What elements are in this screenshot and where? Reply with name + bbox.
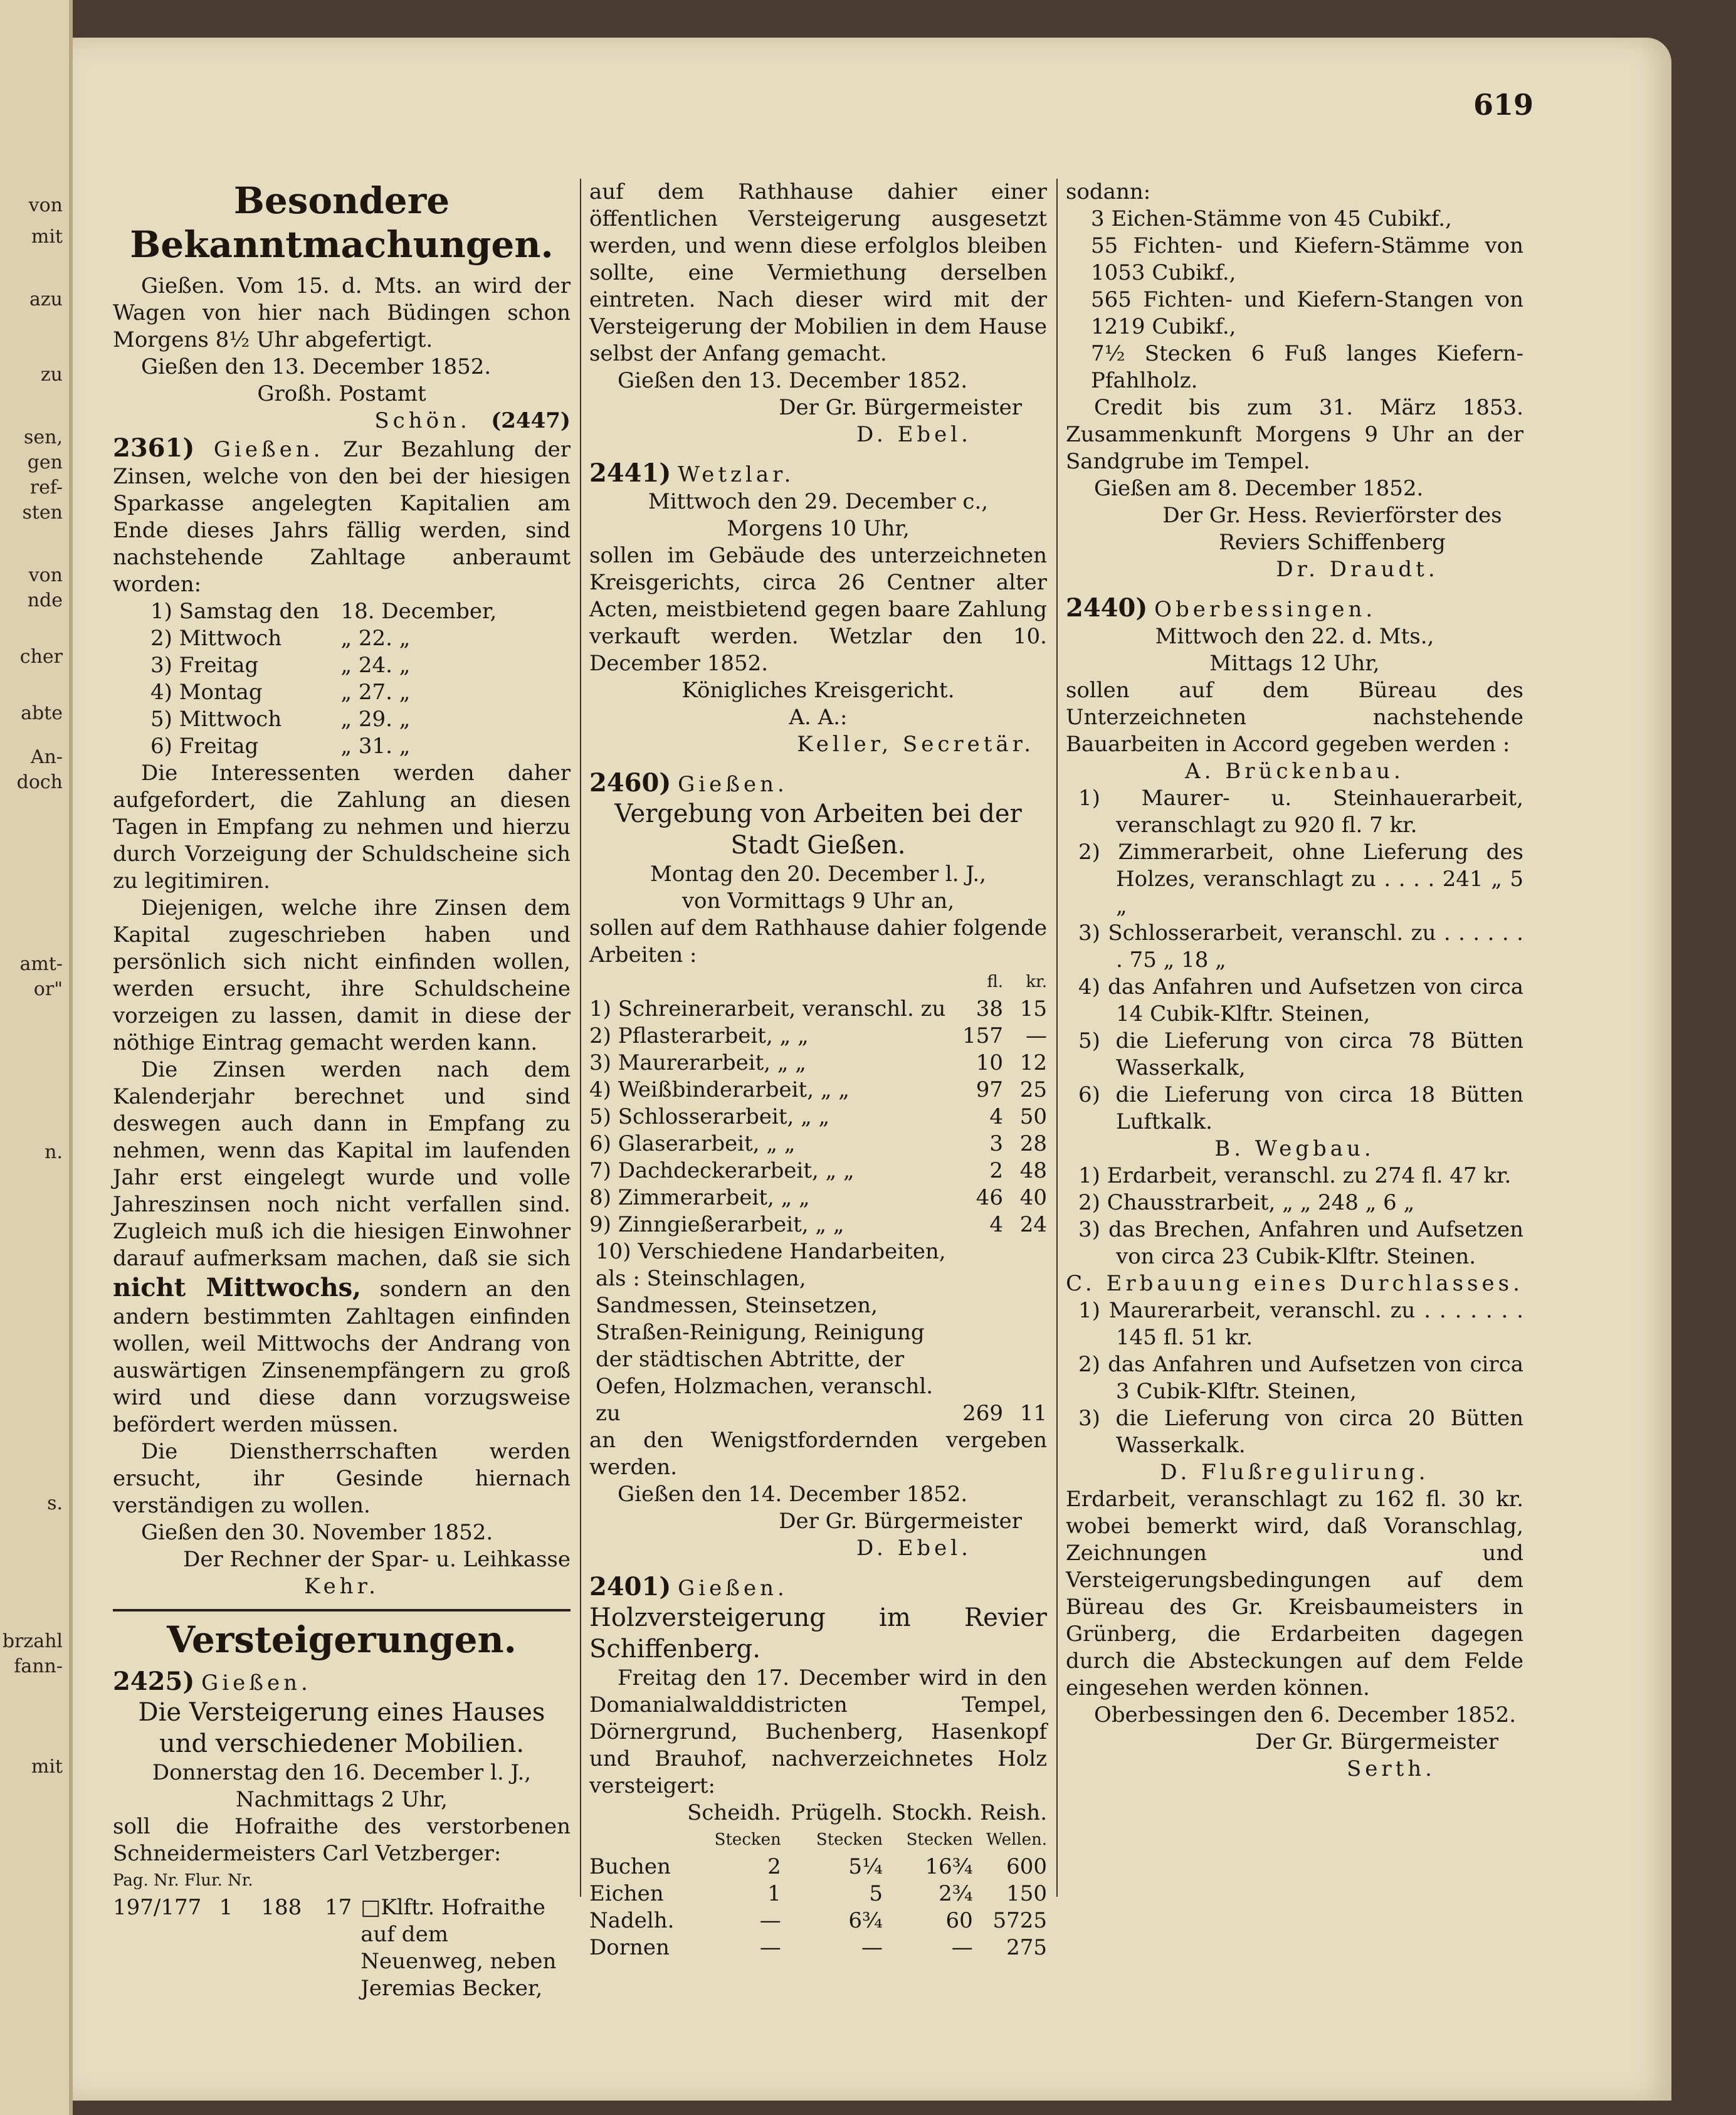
list-item: 3) die Lieferung von circa 20 Bütten Wasserkalk. [1078, 1406, 1523, 1458]
cell: — [759, 1908, 781, 1933]
cell: 5¼ [848, 1854, 883, 1879]
notice-time: Nachmittags 2 Uhr, [235, 1787, 448, 1812]
notice-number: (2447) [491, 408, 571, 433]
notice-date: Donnerstag den 16. December l. J., [152, 1760, 532, 1785]
signature: Serth. [1346, 1756, 1436, 1781]
table-row [589, 1158, 1047, 1184]
cell: 60 [945, 1908, 973, 1933]
cell: 5) Schlosserarbeit, „ „ [589, 1104, 830, 1129]
cell: „ 24. „ [340, 653, 411, 678]
table-row [150, 652, 517, 679]
signature: Kehr. [304, 1574, 379, 1599]
notice-number: 2361) [113, 433, 195, 463]
signature: D. Ebel. [856, 422, 972, 447]
table-row [589, 1077, 1047, 1104]
list-item: 1) Maurer- u. Steinhauerarbeit, veranschlagt zu 920 fl. 7 kr. [1078, 786, 1523, 838]
cell: 150 [1006, 1881, 1047, 1906]
cell: — [861, 1935, 883, 1960]
table-row [589, 1934, 1047, 1961]
col-subheader: Stecken [816, 1830, 883, 1849]
cell: Dornen [589, 1935, 670, 1960]
column-rule [1056, 179, 1058, 1897]
text-run: sondern an den andern bestimmten Zahltagen einfinden wollen, weil Mittwochs der Andrang von auswärtigen Zinsenempfängern zu groß wird und diese dann vorzugsweise befördert werden müssen. [113, 1277, 571, 1437]
subsection-heading: D. Flußregulirung. [1160, 1460, 1429, 1485]
notice-date: Gießen den 13. December 1852. [141, 354, 492, 379]
cell: □Klftr. Hofraithe auf dem Neuenweg, neben Jeremias Becker, [360, 1895, 557, 2001]
column-rule [580, 179, 581, 1897]
cell: 5725 [992, 1908, 1047, 1933]
emphasis: nicht Mittwochs, [113, 1273, 362, 1302]
list-item: 2) Zimmerarbeit, ohne Lieferung des Holzes, veranschlagt zu . . . . 241 „ 5 „ [1078, 840, 1523, 919]
cell: 10 [976, 1050, 1003, 1075]
margin-fragment: mit [31, 1756, 63, 1778]
margin-fragment: brzahl [2, 1630, 63, 1652]
cell: „ 27. „ [340, 680, 411, 705]
table-row [589, 1023, 1047, 1050]
signature: Königliches Kreisgericht. [681, 678, 955, 703]
subsection-heading: C. Erbauung eines Durchlasses. [1066, 1271, 1523, 1296]
adjacent-page-edge [0, 0, 73, 2115]
section-heading: Besondere Bekanntmachungen. [130, 179, 554, 266]
notice-title: Vergebung von Arbeiten bei der Stadt Gießen. [614, 799, 1022, 860]
cell: 25 [1019, 1077, 1047, 1102]
notice-place: Gießen. [678, 772, 788, 797]
notice-number: 2460) [589, 768, 671, 798]
cell: 2 [767, 1854, 781, 1879]
cell: 24 [1019, 1212, 1047, 1237]
cell: 8) Zimmerarbeit, „ „ [589, 1185, 810, 1210]
signature: Keller, Secretär. [797, 732, 1034, 757]
notice-place: Gießen. [213, 437, 324, 462]
table-row [589, 996, 1047, 1023]
section-heading: Versteigerungen. [167, 1618, 517, 1661]
table-row [150, 706, 517, 733]
signature: D. Ebel. [856, 1536, 972, 1561]
margin-fragment: abte [21, 702, 63, 724]
list-item: 2) Chausstrarbeit, „ „ 248 „ 6 „ [1078, 1190, 1415, 1215]
property-table [113, 1894, 571, 2002]
table-row [150, 733, 517, 760]
notice-text: sodann: [1066, 179, 1151, 204]
margin-fragment: gen [27, 451, 63, 473]
col-header: Prügelh. [791, 1800, 883, 1825]
notice-title: Die Versteigerung eines Hauses und verschiedener Mobilien. [138, 1698, 545, 1758]
signature: Dr. Draudt. [1276, 557, 1439, 582]
list-item: 3) das Brechen, Anfahren und Aufsetzen von circa 23 Cubik-Klftr. Steinen. [1078, 1217, 1523, 1269]
margin-fragment: n. [45, 1141, 63, 1163]
margin-fragment: von [28, 564, 63, 586]
cell: 16¾ [925, 1854, 973, 1879]
cell: 12 [1019, 1050, 1047, 1075]
notice-text: auf dem Rathhause dahier einer öffentlichen Versteigerung ausgesetzt werden, und wenn diese erfolglos bleiben sollte, eine Vermiethung derselben eintreten. Nach dieser wird mit der Versteigerung der Mobilien in dem Hause selbst der Anfang gemacht. [589, 179, 1047, 366]
col-header: Scheidh. [687, 1800, 781, 1825]
signature: Schön. [374, 408, 471, 433]
col-subheader: Stecken [714, 1830, 781, 1849]
notice-date: Gießen den 30. November 1852. [141, 1520, 493, 1545]
cell: — [951, 1935, 973, 1960]
cell: Eichen [589, 1881, 664, 1906]
table-header: Pag. Nr. Flur. Nr. [113, 1871, 253, 1890]
payment-days-table [150, 598, 517, 760]
cell: Nadelh. [589, 1908, 675, 1933]
notice-text [113, 1057, 571, 1438]
margin-fragment: sen, [23, 426, 63, 448]
cell: 5) Mittwoch [150, 707, 282, 732]
table-row [589, 1050, 1047, 1077]
table-row [150, 679, 517, 706]
signature: Der Gr. Bürgermeister [1255, 1729, 1498, 1754]
cell: 3) Freitag [150, 653, 259, 678]
cell: 97 [976, 1077, 1003, 1102]
notice-time: Morgens 10 Uhr, [727, 516, 910, 541]
notice-place: Oberbessingen. [1154, 597, 1377, 622]
notice-title: Holzversteigerung im Revier Schiffenberg. [589, 1603, 1047, 1664]
cell: 2¾ [939, 1881, 973, 1906]
cell: 2) Pflasterarbeit, „ „ [589, 1023, 809, 1048]
margin-fragment: azu [29, 288, 63, 310]
cell: 10) Verschiedene Handarbeiten, als : Steinschlagen, Sandmessen, Steinsetzen, Straßen-Reinigung, Reinigung der städtischen Abtritte, der Oefen, Holzmachen, veranschl. zu [596, 1239, 946, 1426]
subsection-heading: A. Brückenbau. [1185, 759, 1404, 784]
table-row [150, 625, 517, 652]
cell: 7) Dachdeckerarbeit, „ „ [589, 1158, 855, 1183]
notice-number: 2425) [113, 1667, 195, 1696]
notice-date: Oberbessingen den 6. December 1852. [1094, 1702, 1517, 1727]
margin-fragment: nde [27, 589, 63, 611]
cell: Buchen [589, 1854, 671, 1879]
signature: Der Gr. Bürgermeister [779, 395, 1022, 420]
cell: 50 [1019, 1104, 1047, 1129]
notice-text: Die Interessenten werden daher aufgefordert, die Zahlung an diesen Tagen in Empfang zu nehmen und hierzu durch Vorzeigung der Schuldscheine sich zu legitimiren. [113, 761, 571, 894]
cell: 4) Montag [150, 680, 263, 705]
column-3 [1066, 179, 1523, 1783]
margin-fragment: zu [40, 364, 63, 386]
notice-2361 [113, 435, 571, 598]
notice-date: Mittwoch den 29. December c., [648, 489, 989, 514]
notice-text: an den Wenigstfordernden vergeben werden. [589, 1428, 1047, 1480]
col-subheader: Wellen. [986, 1830, 1047, 1849]
signature: Der Gr. Bürgermeister [779, 1509, 1022, 1534]
table-row [589, 1907, 1047, 1934]
signature: Der Gr. Hess. Revierförster des Reviers Schiffenberg [1162, 503, 1502, 555]
column-2 [589, 179, 1047, 1961]
cell: 3) Maurerarbeit, „ „ [589, 1050, 806, 1075]
list-item: 1) Erdarbeit, veranschl. zu 274 fl. 47 kr. [1078, 1163, 1512, 1188]
cell: 18. December, [340, 599, 497, 624]
margin-fragment: sten [22, 502, 63, 524]
notice-text: sollen im Gebäude des unterzeichneten Kreisgerichts, circa 26 Centner alter Acten, meistbietend gegen baare Zahlung verkauft werden. Wetzlar den 10. December 1852. [589, 543, 1047, 676]
notice-date: Gießen den 13. December 1852. [618, 368, 968, 393]
cell: 600 [1006, 1854, 1047, 1879]
cell: 2) Mittwoch [150, 626, 282, 651]
cell: 4 [989, 1212, 1003, 1237]
notice-place: Gießen. [678, 1576, 788, 1601]
cell: 9) Zinngießerarbeit, „ „ [589, 1212, 844, 1237]
col-header: kr. [1026, 973, 1047, 991]
cell: 46 [976, 1185, 1003, 1210]
notice-date: Gießen am 8. December 1852. [1094, 476, 1424, 501]
notice-time: Mittags 12 Uhr, [1209, 651, 1380, 676]
margin-fragment: doch [16, 771, 63, 793]
cell: 4) Weißbinderarbeit, „ „ [589, 1077, 850, 1102]
wood-table [589, 1800, 1047, 1961]
notice-place: Gießen. [201, 1670, 312, 1696]
notice-place: Wetzlar. [678, 462, 795, 487]
margin-fragment: ref- [29, 477, 63, 498]
notice-text: Credit bis zum 31. März 1853. Zusammenkunft Morgens 9 Uhr an der Sandgrube im Tempel. [1066, 395, 1523, 474]
notice-text: Freitag den 17. December wird in den Domanialwalddistricten Tempel, Dörnergrund, Buchenberg, Hasenkopf und Brauhof, nachverzeichnetes Holz versteigert: [589, 1665, 1047, 1798]
margin-fragment: von [28, 194, 63, 216]
notice-text: Erdarbeit, veranschlagt zu 162 fl. 30 kr. wobei bemerkt wird, daß Voranschlag, Zeichnungen und Versteigerungsbedingungen auf dem Büreau des Gr. Kreisbaumeisters in Grünberg, die Erdarbeiten dagegen durch die Absteckungen auf dem Felde eingesehen werden können. [1066, 1487, 1523, 1701]
column-1 [113, 179, 571, 2002]
margin-fragment: or" [33, 978, 63, 1000]
notice-time: von Vormittags 9 Uhr an, [681, 889, 955, 914]
list-item: 2) das Anfahren und Aufsetzen von circa 3 Cubik-Klftr. Steinen, [1078, 1352, 1523, 1404]
cell: 188 [261, 1895, 302, 1920]
col-header: Reish. [980, 1800, 1047, 1825]
list-item: 3 Eichen-Stämme von 45 Cubikf., [1091, 206, 1452, 231]
cell: — [1026, 1023, 1047, 1048]
notice-date: Montag den 20. December l. J., [650, 862, 986, 887]
notice-number: 2440) [1066, 593, 1148, 623]
notice-text: Gießen. Vom 15. d. Mts. an wird der Wagen von hier nach Büdingen schon Morgens 8½ Uhr abgefertigt. [113, 273, 571, 352]
cell: — [759, 1935, 781, 1960]
table-row [589, 1854, 1047, 1880]
subsection-heading: B. Wegbau. [1214, 1136, 1375, 1161]
table-row [589, 1131, 1047, 1158]
notice-text: Diejenigen, welche ihre Zinsen dem Kapital zugeschrieben haben und persönlich sich nicht einfinden wollen, werden ersucht, ihre Schuldscheine vorzeigen zu lassen, damit in diese der nöthige Eintrag gemacht werden kann. [113, 895, 571, 1055]
cell: „ 31. „ [340, 734, 411, 759]
notice-text: sollen auf dem Rathhause dahier folgende Arbeiten : [589, 915, 1047, 968]
cell: 6) Glaserarbeit, „ „ [589, 1131, 796, 1156]
list-item: 6) die Lieferung von circa 18 Bütten Luftkalk. [1078, 1082, 1523, 1134]
margin-fragment: amt- [19, 953, 63, 975]
cell: 40 [1019, 1185, 1047, 1210]
list-item: 3) Schlosserarbeit, veranschl. zu . . . . . . . 75 „ 18 „ [1078, 920, 1523, 973]
margin-fragment: An- [30, 746, 63, 768]
table-row [589, 1104, 1047, 1131]
margin-fragment: mit [31, 226, 63, 248]
table-row [589, 1211, 1047, 1238]
signature: Großh. Postamt [257, 381, 426, 406]
list-item: 7½ Stecken 6 Fuß langes Kiefern-Pfahlholz. [1091, 341, 1523, 393]
cell: 4 [989, 1104, 1003, 1129]
cell: „ 22. „ [340, 626, 411, 651]
list-item: 55 Fichten- und Kiefern-Stämme von 1053 Cubikf., [1091, 233, 1523, 285]
page-number: 619 [1473, 88, 1534, 122]
cell: 15 [1019, 996, 1047, 1021]
notice-text: sollen auf dem Büreau des Unterzeichneten nachstehende Bauarbeiten in Accord gegeben werden : [1066, 678, 1523, 757]
margin-fragment: cher [19, 646, 63, 668]
cell: 38 [976, 996, 1003, 1021]
cell: 1 [219, 1895, 233, 1920]
signature: Der Rechner der Spar- u. Leihkasse [183, 1547, 571, 1572]
table-row [150, 598, 517, 625]
cell: 1) Samstag den [150, 599, 320, 624]
notice-number: 2401) [589, 1572, 671, 1601]
cell: 269 [962, 1401, 1003, 1426]
cell: 6¾ [848, 1908, 883, 1933]
cell: 17 [324, 1895, 352, 1920]
table-row [589, 1880, 1047, 1907]
notice-text: Zur Bezahlung der Zinsen, welche von den bei der hiesigen Sparkasse angelegten Kapitalien am Ende dieses Jahrs fällig werden, sind nachstehende Zahltage anberaumt worden: [113, 437, 571, 597]
signature: A. A.: [789, 705, 848, 730]
cell: „ 29. „ [340, 707, 411, 732]
cell: 157 [962, 1023, 1003, 1048]
cell: 3 [989, 1131, 1003, 1156]
works-table [589, 969, 1047, 1427]
cell: 1) Schreinerarbeit, veranschl. zu [589, 996, 946, 1021]
list-item: 565 Fichten- und Kiefern-Stangen von 1219 Cubikf., [1091, 287, 1523, 339]
col-subheader: Stecken [906, 1830, 973, 1849]
cell: 5 [869, 1881, 883, 1906]
cell: 197/177 [113, 1895, 202, 1920]
margin-fragment: s. [47, 1492, 63, 1514]
text-run: Die Zinsen werden nach dem Kalenderjahr berechnet und sind deswegen auch dann in Empfang zu nehmen, wenn das Kapital im laufenden Jahr erst eingelegt wurde und volle Jahreszinsen noch nicht verfallen sind. Zugleich muß ich die hiesigen Einwohner darauf aufmerksam machen, daß sie sich [113, 1057, 571, 1271]
col-header: Stockh. [891, 1800, 973, 1825]
list-item: 4) das Anfahren und Aufsetzen von circa 14 Cubik-Klftr. Steinen, [1078, 974, 1523, 1026]
cell: 1 [767, 1881, 781, 1906]
cell: 11 [1019, 1401, 1047, 1426]
notice-text: soll die Hofraithe des verstorbenen Schneidermeisters Carl Vetzberger: [113, 1814, 571, 1866]
section-divider [113, 1609, 571, 1611]
cell: 48 [1019, 1158, 1047, 1183]
cell: 2 [989, 1158, 1003, 1183]
list-item: 1) Maurerarbeit, veranschl. zu . . . . . . . 145 fl. 51 kr. [1078, 1298, 1523, 1350]
margin-fragment: fann- [14, 1655, 63, 1677]
notice-date: Mittwoch den 22. d. Mts., [1155, 624, 1434, 649]
cell: 275 [1006, 1935, 1047, 1960]
notice-number: 2441) [589, 458, 671, 488]
col-header: fl. [987, 973, 1003, 991]
table-row [589, 1184, 1047, 1211]
cell: 6) Freitag [150, 734, 259, 759]
cell: 28 [1019, 1131, 1047, 1156]
notice-text: Die Dienstherrschaften werden ersucht, ihr Gesinde hiernach verständigen zu wollen. [113, 1439, 571, 1518]
notice-date: Gießen den 14. December 1852. [618, 1482, 968, 1507]
list-item: 5) die Lieferung von circa 78 Bütten Wasserkalk, [1078, 1028, 1523, 1080]
